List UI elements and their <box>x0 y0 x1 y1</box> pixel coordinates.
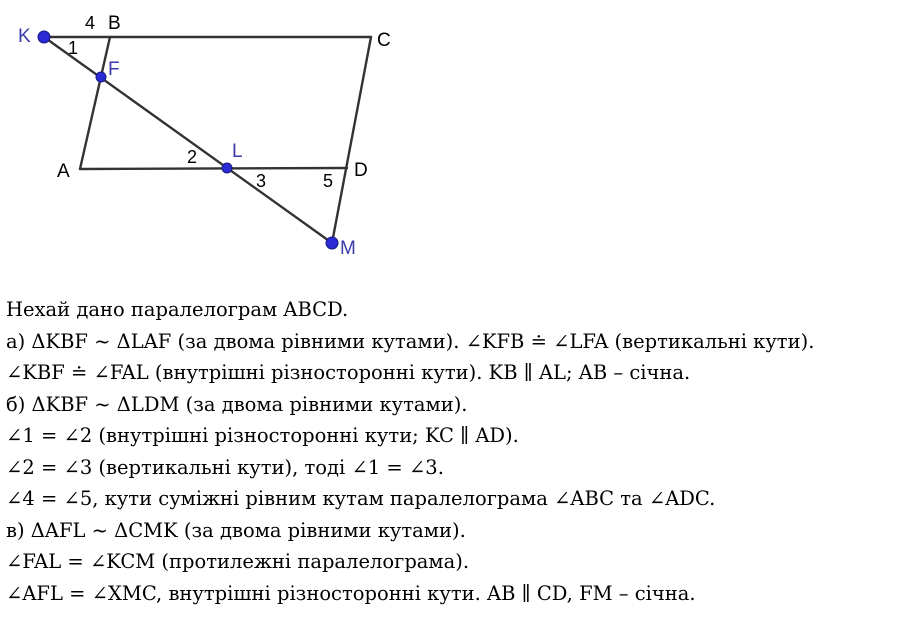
point-m <box>326 237 338 249</box>
label-l: L <box>232 141 243 162</box>
point-l <box>222 163 232 173</box>
text-line-7: ∠4 = ∠5, кути суміжні рівним кутам паралелограма ∠ABC та ∠ADC. <box>6 487 716 510</box>
text-line-2: а) ΔKBF ~ ΔLAF (за двома рівними кутами). ∠KFB ≐ ∠LFA (вертикальні кути). <box>6 329 815 353</box>
segment-cm <box>332 37 371 243</box>
segment-ab <box>80 37 110 169</box>
segment-ad <box>80 168 347 169</box>
label-k: K <box>18 26 31 47</box>
text-line-4: б) ΔKBF ~ ΔLDM (за двома рівними кутами). <box>6 392 468 416</box>
angle-label-4: 4 <box>85 13 96 33</box>
label-b: B <box>108 13 121 34</box>
solution-text <box>6 294 906 609</box>
angle-label-5: 5 <box>323 171 334 191</box>
point-f <box>96 72 106 82</box>
label-m: M <box>340 238 356 259</box>
angle-label-2: 2 <box>187 147 198 167</box>
text-line-3: ∠KBF ≐ ∠FAL (внутрішні різносторонні кути). KB ∥ AL; AB – січна. <box>6 361 691 384</box>
text-line-9: ∠FAL = ∠KCM (протилежні паралелограма). <box>6 550 470 573</box>
label-f: F <box>108 59 120 80</box>
angle-label-1: 1 <box>68 38 79 58</box>
text-line-8: в) ΔAFL ~ ΔCMK (за двома рівними кутами). <box>6 518 466 542</box>
text-line-6: ∠2 = ∠3 (вертикальні кути), тоді ∠1 = ∠3. <box>6 455 444 479</box>
angle-label-3: 3 <box>256 171 267 191</box>
label-a: A <box>57 161 70 182</box>
label-c: C <box>377 30 391 51</box>
text-line-5: ∠1 = ∠2 (внутрішні різносторонні кути; KC ∥ AD). <box>6 424 519 447</box>
label-d: D <box>354 160 368 181</box>
point-k <box>38 31 50 43</box>
text-line-1: Нехай дано паралелограм ABCD. <box>6 298 349 321</box>
text-line-10: ∠AFL = ∠XMC, внутрішні різносторонні кути. AB ∥ CD, FM – січна. <box>6 581 696 605</box>
geometry-figure <box>0 0 420 270</box>
